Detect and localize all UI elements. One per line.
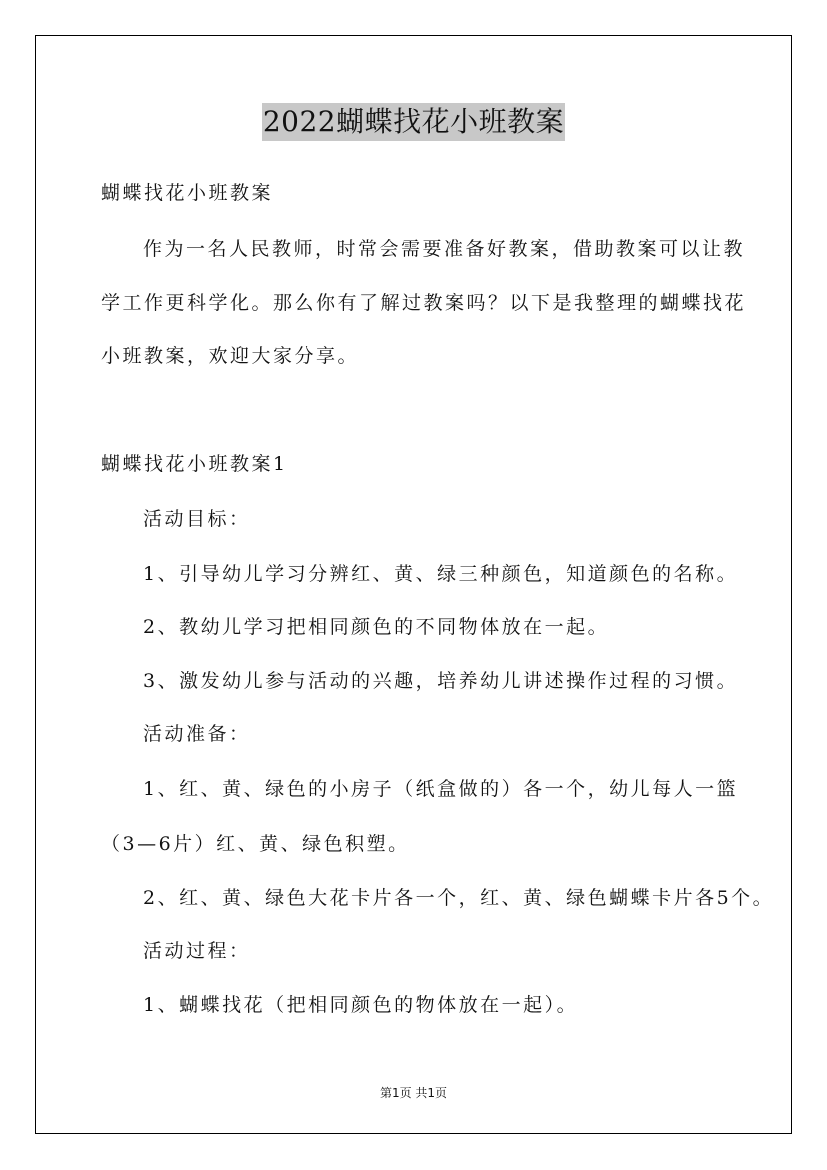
title-container — [0, 103, 827, 141]
section-heading: 蝴蝶找花小班教案1 — [101, 453, 288, 475]
prep-heading: 活动准备： — [143, 723, 251, 745]
goal-item-3: 3、激发幼儿参与活动的兴趣，培养幼儿讲述操作过程的习惯。 — [143, 670, 739, 692]
process-heading: 活动过程： — [143, 940, 251, 962]
process-item-1: 1、蝴蝶找花（把相同颜色的物体放在一起）。 — [143, 994, 579, 1016]
goal-item-1: 1、引导幼儿学习分辨红、黄、绿三种颜色，知道颜色的名称。 — [143, 563, 739, 585]
goal-item-2: 2、教幼儿学习把相同颜色的不同物体放在一起。 — [143, 616, 610, 638]
document-title: 2022蝴蝶找花小班教案 — [262, 103, 565, 141]
prep-item-1-cont: （3—6片）红、黄、绿色积塑。 — [101, 833, 410, 855]
prep-item-1: 1、红、黄、绿色的小房子（纸盒做的）各一个，幼儿每人一篮 — [143, 778, 739, 800]
page-footer: 第1页 共1页 — [379, 1086, 448, 1100]
intro-line-2: 学工作更科学化。那么你有了解过教案吗？以下是我整理的蝴蝶找花 — [101, 292, 747, 314]
goals-heading: 活动目标： — [143, 508, 251, 530]
intro-line-3: 小班教案，欢迎大家分享。 — [101, 345, 360, 367]
intro-line-1: 作为一名人民教师，时常会需要准备好教案，借助教案可以让教 — [143, 238, 746, 260]
prep-item-2: 2、红、黄、绿色大花卡片各一个，红、黄、绿色蝴蝶卡片各5个。 — [143, 887, 775, 909]
document-subtitle: 蝴蝶找花小班教案 — [101, 182, 274, 204]
